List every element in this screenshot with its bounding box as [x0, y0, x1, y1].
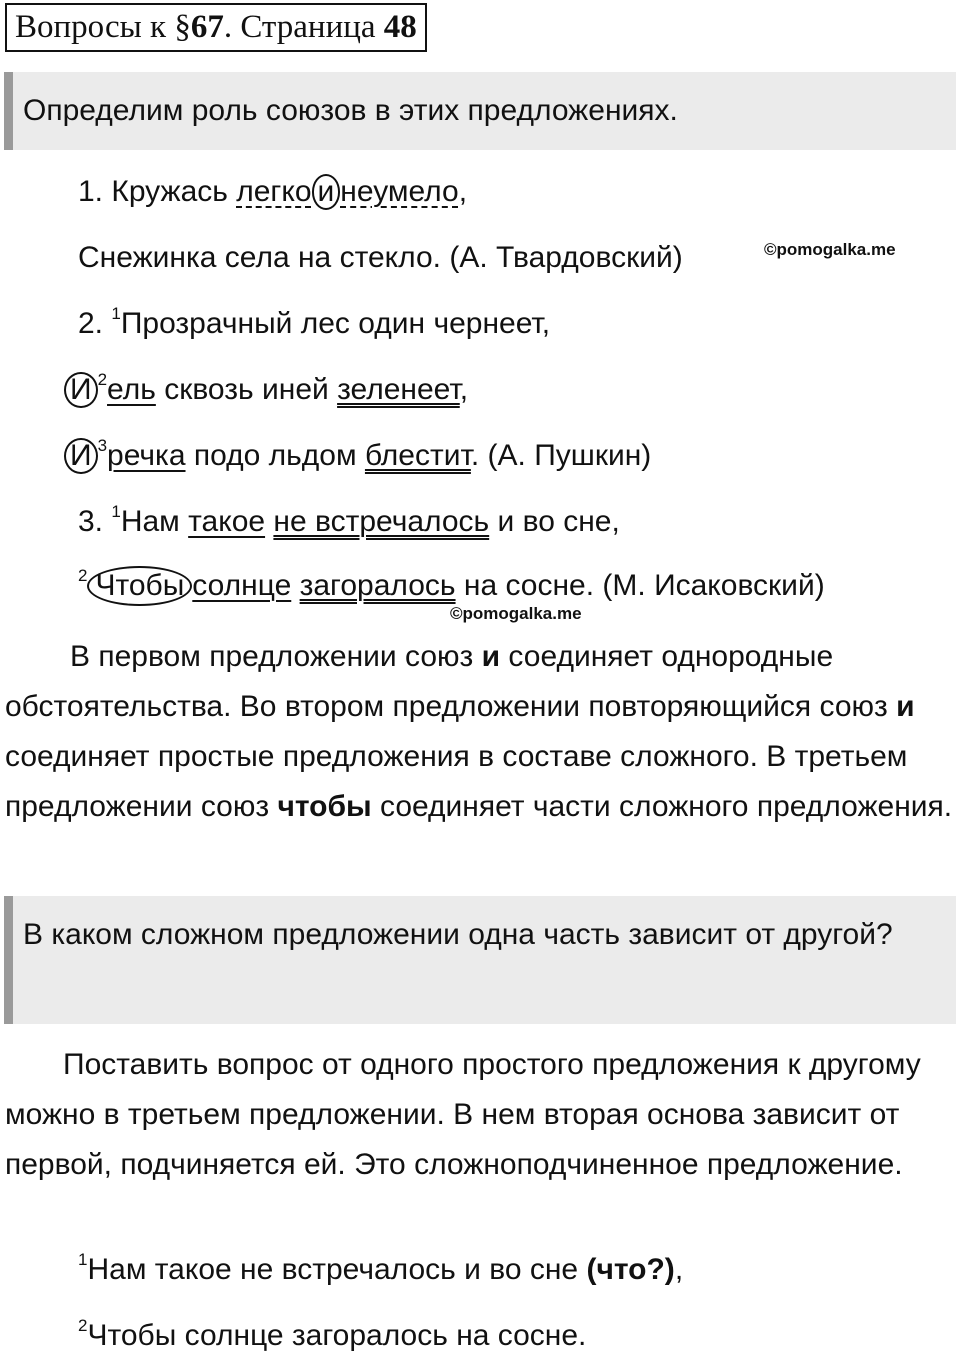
answer-1	[5, 632, 955, 832]
ex1-conjunction: и	[312, 174, 341, 210]
watermark-1: ©pomogalka.me	[764, 240, 896, 259]
ex1-word-neumelo: неумело	[340, 175, 459, 208]
question-2-text: В каком сложном предложении одна часть зависит от другой?	[23, 918, 893, 951]
a1-text-2: соединяет однородные обстоятельства. Во втором предложении повторяющийся союз	[5, 640, 897, 723]
a1-text-1: В первом предложении союз	[70, 640, 482, 673]
answer-2	[5, 1040, 955, 1190]
a2-question: (что?)	[586, 1253, 675, 1286]
ex2-predicate-3: блестит	[364, 439, 471, 472]
ex1-comma: ,	[458, 175, 468, 208]
ex3-sup-2: 2	[78, 566, 88, 585]
question-1	[4, 72, 956, 150]
a1-text-3: соединяет простые предложения в составе сложного. В третьем предложении союз	[5, 740, 908, 823]
ex1-line2-text: Снежинка села на стекло. (А. Твардовский)	[78, 241, 683, 274]
ex3-subject-1: такое	[188, 505, 266, 538]
ex2-text-3: подо льдом	[185, 439, 365, 472]
ex3-subject-2: солнце	[192, 569, 292, 602]
ex2-sup-2: 2	[97, 370, 108, 389]
answer-2-line-1	[78, 1250, 683, 1290]
a2-comma: ,	[674, 1253, 684, 1286]
answer-2-line-2	[78, 1316, 586, 1356]
ex3-sup-1: 1	[111, 502, 121, 521]
a1-bold-2: и	[896, 690, 915, 723]
example-1-line-2	[78, 238, 683, 278]
a2-line1-text: Нам такое не встречалось и во сне	[87, 1253, 587, 1286]
ex2-conjunction-2: И	[64, 372, 98, 408]
header-mid: . Страница	[223, 9, 384, 45]
question-2	[4, 896, 956, 1024]
header-prefix: Вопросы к §	[15, 9, 191, 45]
ex3-text-1: Нам	[120, 505, 189, 538]
example-3-line-1	[78, 502, 620, 542]
ex2-num: 2.	[78, 307, 112, 340]
a2-sup-1: 1	[78, 1250, 88, 1269]
ex2-punct-2: ,	[459, 373, 469, 406]
a1-text-4: соединяет части сложного предложения.	[371, 790, 953, 823]
question-1-text: Определим роль союзов в этих предложениях.	[23, 94, 678, 127]
header-page: 48	[383, 9, 417, 45]
ex1-word-legko: легко	[236, 175, 312, 208]
example-2-line-3	[64, 436, 651, 476]
ex3-text-2: на сосне. (М. Исаковский)	[455, 569, 825, 602]
example-2-line-2	[64, 370, 468, 410]
example-2-line-1	[78, 304, 550, 344]
ex2-sup-3: 3	[97, 436, 108, 455]
ex2-subject-3: речка	[107, 439, 186, 472]
ex2-punct-3: . (А. Пушкин)	[470, 439, 652, 472]
ex2-line1-text: Прозрачный лес один чернеет,	[120, 307, 551, 340]
watermark-2: ©pomogalka.me	[450, 604, 582, 623]
a1-bold-3: чтобы	[277, 790, 372, 823]
ex1-num: 1. Кружась	[78, 175, 237, 208]
ex2-conjunction-3: И	[64, 438, 98, 474]
page-header	[5, 3, 427, 52]
ex3-text-1b: и во сне,	[489, 505, 620, 538]
ex3-conjunction: Чтобы	[87, 566, 192, 606]
example-3-line-2	[78, 566, 825, 606]
a1-bold-1: и	[481, 640, 501, 673]
ex3-predicate-1: не встречалось	[273, 505, 490, 538]
ex2-predicate-2: зеленеет	[337, 373, 460, 406]
header-section: 67	[190, 9, 224, 45]
ex3-num: 3.	[78, 505, 112, 538]
ex2-text-2: сквозь иней	[155, 373, 338, 406]
ex3-predicate-2: загоралось	[299, 569, 456, 602]
ex2-subject-2: ель	[107, 373, 156, 406]
a2-line2-text: Чтобы солнце загоралось на сосне.	[87, 1319, 587, 1352]
example-1-line-1	[78, 172, 467, 212]
a2-text: Поставить вопрос от одного простого предложения к другому можно в третьем предложении. В нем вторая основа зависит от первой, подчиняется ей. Это сложноподчиненное предложение.	[5, 1048, 921, 1181]
a2-sup-2: 2	[78, 1316, 88, 1335]
ex2-sup-1: 1	[111, 304, 121, 323]
